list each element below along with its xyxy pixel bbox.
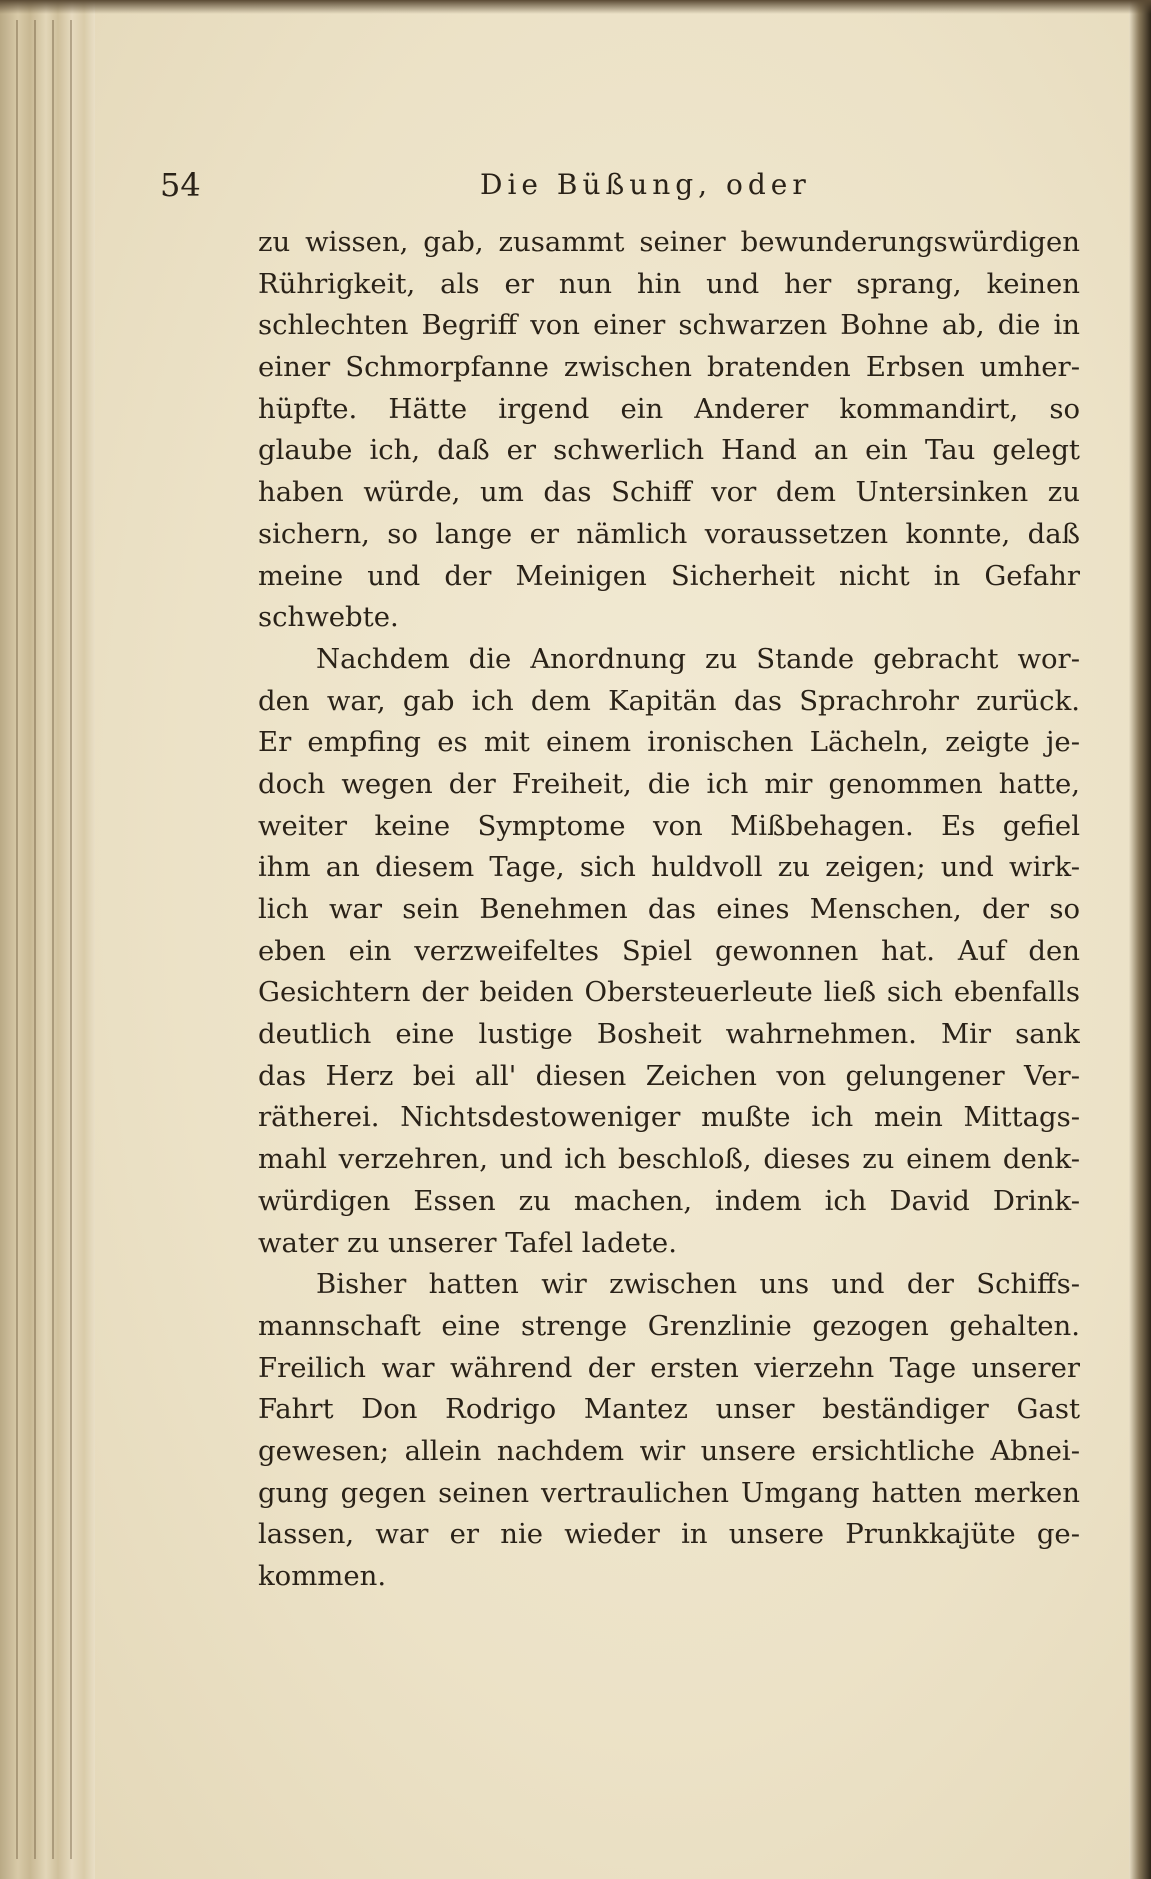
page-number: 54 bbox=[160, 166, 201, 204]
text-line: gewesen; allein nachdem wir unsere ersichtliche Abnei- bbox=[258, 1434, 1080, 1467]
page-header bbox=[160, 165, 1080, 205]
text-line: den war, gab ich dem Kapitän das Sprachrohr zurück. bbox=[258, 684, 1080, 717]
text-line: deutlich eine lustige Bosheit wahrnehmen. Mir sank bbox=[258, 1018, 1080, 1051]
text-line: Fahrt Don Rodrigo Mantez unser beständiger Gast bbox=[258, 1393, 1080, 1426]
text-line: sichern, so lange er nämlich voraussetzen konnte, daß bbox=[258, 517, 1080, 550]
text-line: mannschaft eine strenge Grenzlinie gezogen gehalten. bbox=[258, 1309, 1080, 1342]
page-edge bbox=[1129, 0, 1151, 1879]
text-line: gung gegen seinen vertraulichen Umgang hatten merken bbox=[258, 1476, 1080, 1509]
text-line: kommen. bbox=[258, 1560, 387, 1592]
gutter-line bbox=[34, 20, 36, 1859]
text-line: meine und der Meinigen Sicherheit nicht in Gefahr bbox=[258, 559, 1080, 592]
text-line: hüpfte. Hätte irgend ein Anderer kommandirt, so bbox=[258, 392, 1080, 425]
gutter-line bbox=[52, 20, 54, 1859]
text-line: Gesichtern der beiden Obersteuerleute ließ sich ebenfalls bbox=[258, 976, 1080, 1009]
gutter-line bbox=[16, 20, 18, 1859]
text-line: lich war sein Benehmen das eines Menschen, der so bbox=[258, 893, 1080, 925]
text-line: Er empfing es mit einem ironischen Lächeln, zeigte je- bbox=[258, 726, 1080, 759]
text-line: Nachdem die Anordnung zu Stande gebracht wor- bbox=[316, 642, 1080, 675]
page-top-edge bbox=[0, 0, 1151, 14]
text-line: haben würde, um das Schiff vor dem Untersinken zu bbox=[258, 476, 1080, 509]
text-line: Freilich war während der ersten vierzehn Tage unserer bbox=[258, 1351, 1080, 1384]
gutter-line bbox=[70, 20, 72, 1859]
text-line: schlechten Begriff von einer schwarzen Bohne ab, die in bbox=[258, 309, 1080, 342]
text-line: zu wissen, gab, zusammt seiner bewunderungswürdigen bbox=[258, 226, 1080, 258]
text-line: eben ein verzweifeltes Spiel gewonnen hat. Auf den bbox=[258, 934, 1080, 967]
book-gutter bbox=[0, 0, 95, 1879]
text-line: rätherei. Nichtsdestoweniger mußte ich mein Mittags- bbox=[258, 1101, 1080, 1134]
text-line: schwebte. bbox=[258, 601, 399, 634]
text-line: Rührigkeit, als er nun hin und her sprang, keinen bbox=[258, 267, 1080, 300]
text-line: weiter keine Symptome von Mißbehagen. Es gefiel bbox=[258, 809, 1080, 842]
body-text bbox=[258, 222, 1080, 1598]
text-line: würdigen Essen zu machen, indem ich David Drink- bbox=[258, 1184, 1080, 1217]
text-line: ihm an diesem Tage, sich huldvoll zu zeigen; und wirk- bbox=[258, 851, 1080, 884]
running-head: Die Büßung, oder bbox=[480, 168, 811, 201]
text-line: doch wegen der Freiheit, die ich mir genommen hatte, bbox=[258, 767, 1080, 800]
text-line: das Herz bei all' diesen Zeichen von gelungener Ver- bbox=[258, 1059, 1080, 1092]
text-line: mahl verzehren, und ich beschloß, dieses zu einem denk- bbox=[258, 1143, 1080, 1176]
text-line: water zu unserer Tafel ladete. bbox=[258, 1226, 677, 1259]
text-line: glaube ich, daß er schwerlich Hand an ein Tau gelegt bbox=[258, 434, 1080, 467]
text-line: Bisher hatten wir zwischen uns und der Schiffs- bbox=[316, 1268, 1080, 1301]
text-line: einer Schmorpfanne zwischen bratenden Erbsen umher- bbox=[258, 351, 1080, 384]
text-line: lassen, war er nie wieder in unsere Prunkkajüte ge- bbox=[258, 1518, 1080, 1551]
